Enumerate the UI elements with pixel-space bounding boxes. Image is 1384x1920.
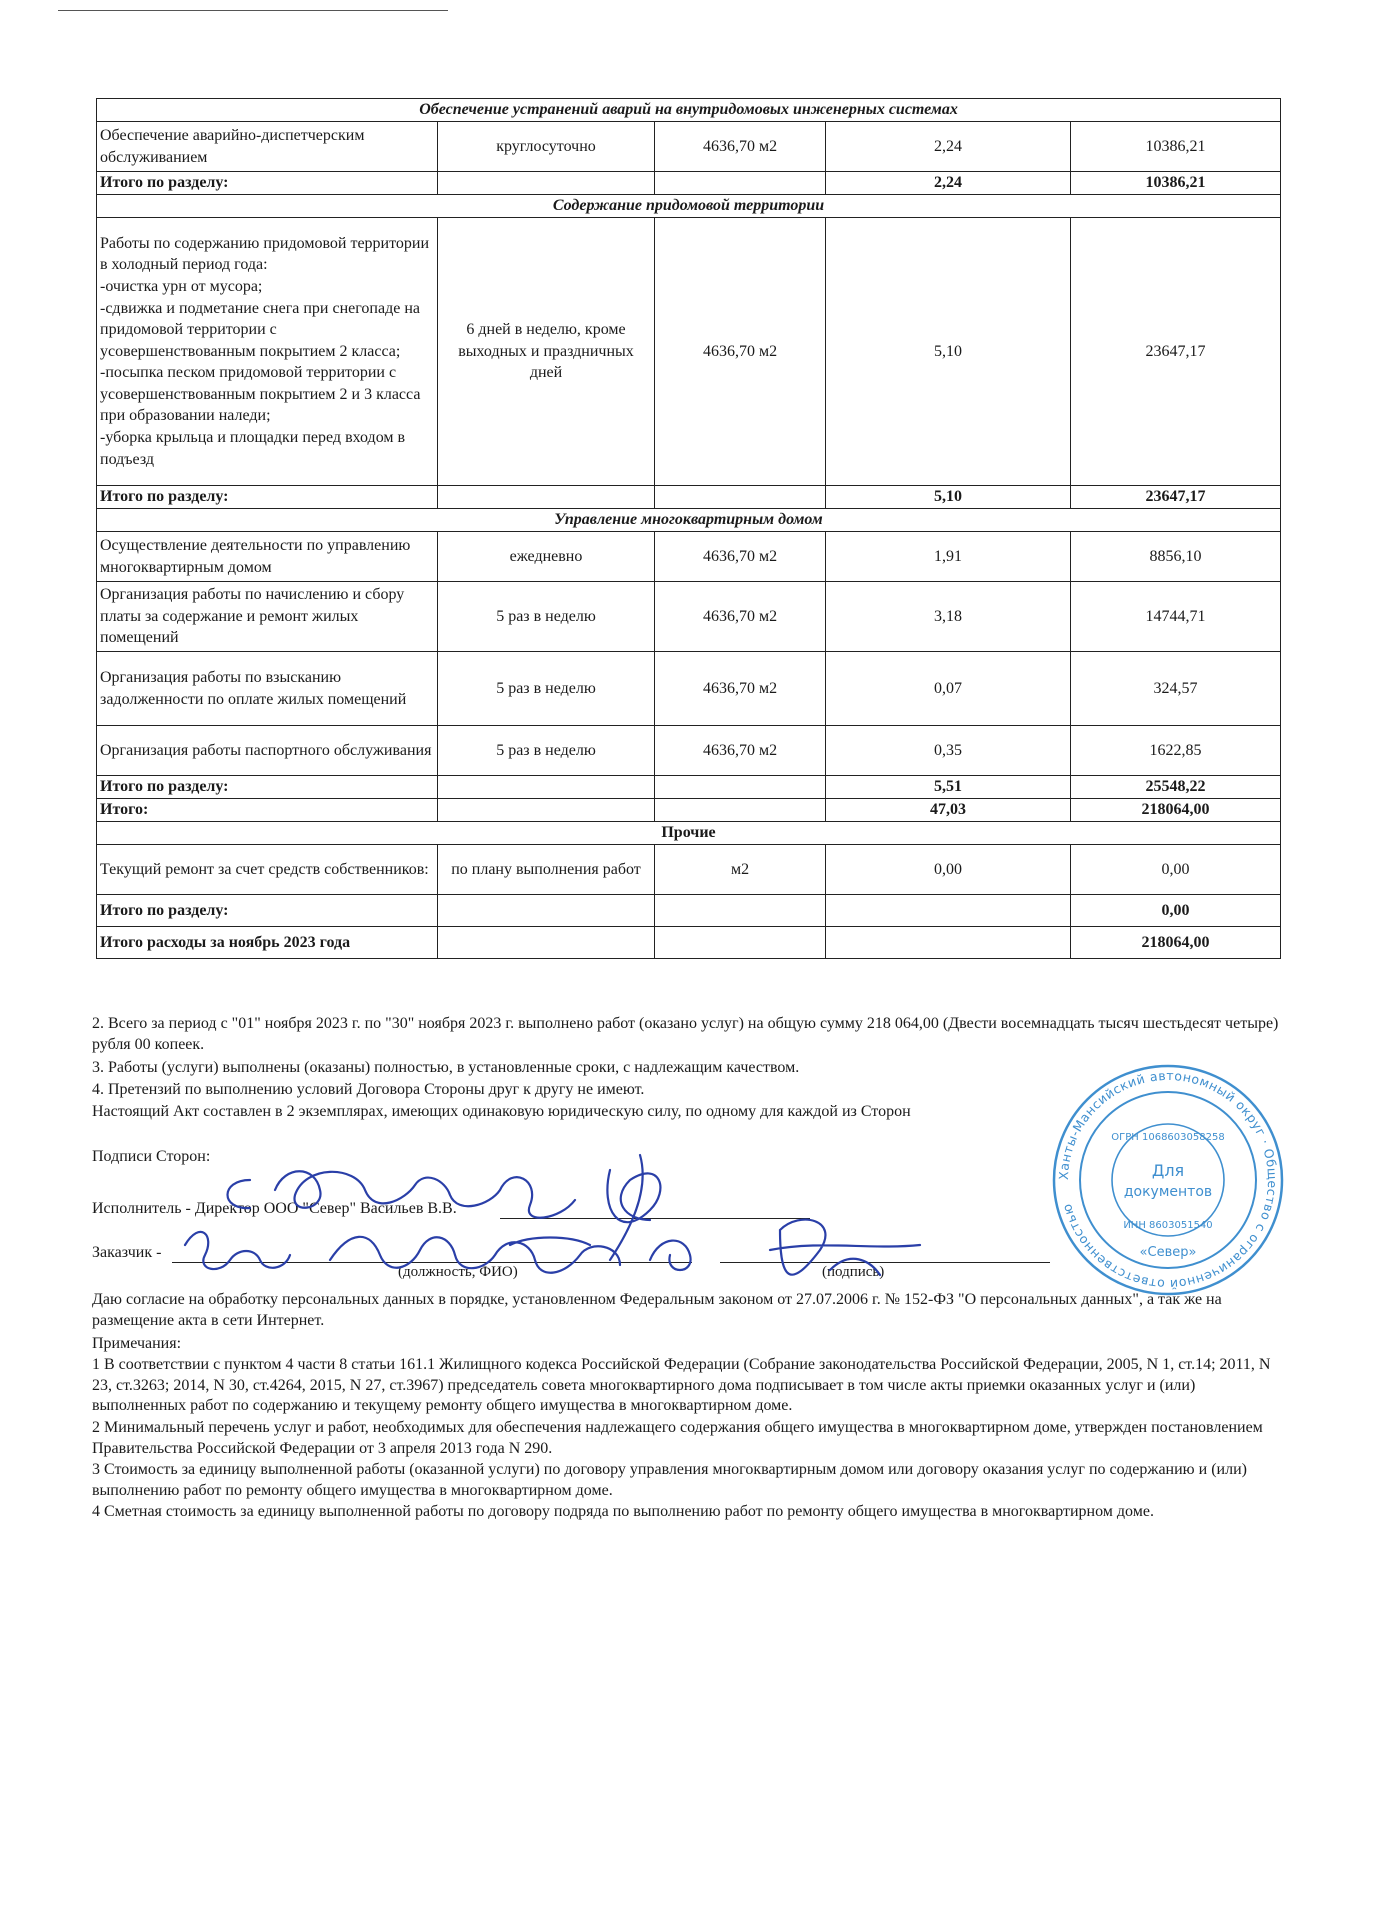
stamp-ring-text: Ханты-Мансийский автономный округ · Общество с ограниченной ответственностью (1055, 1067, 1281, 1293)
caption-signature: (подпись) (822, 1264, 885, 1280)
section-total-row (97, 895, 1281, 927)
table-row (97, 532, 1281, 582)
section-title: Прочие (97, 822, 1281, 845)
section-header-territory (97, 195, 1281, 218)
notes-title: Примечания: (92, 1335, 182, 1352)
total-label: Итого по разделу: (97, 895, 438, 927)
service-frequency: круглосуточно (438, 122, 655, 172)
table-row (97, 726, 1281, 776)
total-sum: 25548,22 (1071, 776, 1281, 799)
paragraph-5: Настоящий Акт составлен в 2 экземплярах, имеющих одинаковую юридическую силу, по одному для каждой из Сторон (92, 1103, 911, 1120)
total-rate: 5,10 (826, 486, 1071, 509)
month-total-label: Итого расходы за ноябрь 2023 года (97, 927, 438, 959)
section-total-row (97, 486, 1281, 509)
service-rate: 1,91 (826, 532, 1071, 582)
table-row (97, 845, 1281, 895)
service-frequency: 5 раз в неделю (438, 726, 655, 776)
stamp-name: «Север» (1139, 1245, 1197, 1260)
stamp-center-bottom: документов (1123, 1184, 1213, 1200)
service-rate: 5,10 (826, 218, 1071, 486)
service-frequency: 6 дней в неделю, кроме выходных и праздничных дней (438, 218, 655, 486)
grand-total-rate: 47,03 (826, 799, 1071, 822)
note-4: 4 Сметная стоимость за единицу выполненной работы по договору подряда по выполнению работ по ремонту общего имущества в многоквартирном доме. (92, 1503, 1154, 1520)
empty-cell (438, 172, 655, 195)
empty-cell (655, 172, 826, 195)
empty-cell (438, 799, 655, 822)
service-sum: 324,57 (1071, 652, 1281, 726)
service-name: Организация работы по взысканию задолженности по оплате жилых помещений (97, 652, 438, 726)
handwritten-signatures (180, 1150, 960, 1310)
section-header-management (97, 509, 1281, 532)
grand-total-sum: 218064,00 (1071, 799, 1281, 822)
service-area: 4636,70 м2 (655, 652, 826, 726)
table-row (97, 122, 1281, 172)
service-rate: 2,24 (826, 122, 1071, 172)
paragraph-4: 4. Претензий по выполнению условий Договора Стороны друг к другу не имеют. (92, 1081, 645, 1098)
caption-position: (должность, ФИО) (398, 1264, 518, 1280)
service-name: Обеспечение аварийно-диспетчерским обслуживанием (97, 122, 438, 172)
service-area: 4636,70 м2 (655, 726, 826, 776)
empty-cell (655, 776, 826, 799)
grand-total-row (97, 799, 1281, 822)
service-frequency: по плану выполнения работ (438, 845, 655, 895)
note-1: 1 В соответствии с пунктом 4 части 8 статьи 161.1 Жилищного кодекса Российской Федерации (Собрание законодательства Российской Федерации, 2005, N 1, ст.14; 2011, N 23, ст.3263; 2014, N 30, ст.4264, 2015, N 27, ст.3967) председатель совета многоквартирного дома подписывает в том числе акты приемки оказанных услуг и (или) выполненных работ по содержанию и текущему ремонту общего имущества в многоквартирном доме. (92, 1356, 1271, 1414)
service-rate: 3,18 (826, 582, 1071, 652)
executor-line: Исполнитель - Директор ООО "Север" Васильев В.В. (92, 1200, 457, 1217)
empty-cell (655, 799, 826, 822)
empty-cell (826, 895, 1071, 927)
empty-cell (826, 927, 1071, 959)
stamp-inn: ИНН 8603051540 (1123, 1220, 1213, 1231)
service-frequency: 5 раз в неделю (438, 652, 655, 726)
service-sum: 1622,85 (1071, 726, 1281, 776)
table-row (97, 582, 1281, 652)
service-area: 4636,70 м2 (655, 532, 826, 582)
total-rate: 5,51 (826, 776, 1071, 799)
service-name: Организация работы по начислению и сбору платы за содержание и ремонт жилых помещений (97, 582, 438, 652)
total-sum: 10386,21 (1071, 172, 1281, 195)
service-frequency: 5 раз в неделю (438, 582, 655, 652)
services-table (96, 98, 1281, 959)
table-row (97, 652, 1281, 726)
service-name: Текущий ремонт за счет средств собственников: (97, 845, 438, 895)
service-sum: 14744,71 (1071, 582, 1281, 652)
customer-line: Заказчик - (92, 1244, 162, 1261)
total-sum: 0,00 (1071, 895, 1281, 927)
company-stamp (1048, 1060, 1288, 1300)
service-rate: 0,35 (826, 726, 1071, 776)
total-label: Итого по разделу: (97, 172, 438, 195)
empty-cell (438, 776, 655, 799)
grand-total-label: Итого: (97, 799, 438, 822)
service-area: 4636,70 м2 (655, 582, 826, 652)
total-sum: 23647,17 (1071, 486, 1281, 509)
total-label: Итого по разделу: (97, 486, 438, 509)
service-sum: 0,00 (1071, 845, 1281, 895)
paragraph-3: 3. Работы (услуги) выполнены (оказаны) полностью, в установленные сроки, с надлежащим качеством. (92, 1059, 800, 1076)
section-header-emergency (97, 99, 1281, 122)
service-frequency: ежедневно (438, 532, 655, 582)
service-area: 4636,70 м2 (655, 218, 826, 486)
empty-cell (655, 486, 826, 509)
service-name: Организация работы паспортного обслуживания (97, 726, 438, 776)
service-sum: 8856,10 (1071, 532, 1281, 582)
service-sum: 10386,21 (1071, 122, 1281, 172)
signatures-title: Подписи Сторон: (92, 1148, 211, 1165)
empty-cell (655, 927, 826, 959)
service-area: 4636,70 м2 (655, 122, 826, 172)
month-total-row (97, 927, 1281, 959)
total-label: Итого по разделу: (97, 776, 438, 799)
total-rate: 2,24 (826, 172, 1071, 195)
consent-text: Даю согласие на обработку персональных данных в порядке, установленном Федеральным законом от 27.07.2006 г. № 152-ФЗ "О персональных данных", а так же на размещение акта в сети Интернет. (92, 1291, 1222, 1329)
service-name: Работы по содержанию придомовой территории в холодный период года: -очистка урн от мусора; -сдвижка и подметание снега при снегопаде на придомовой территории с усовершенствованным покрытием 2 класса; -посыпка песком придомовой территории с усовершенствованным покрытием 2 и 3 класса при образовании наледи; -уборка крыльца и площадки перед входом в подъезд (97, 218, 438, 486)
section-title: Содержание придомовой территории (97, 195, 1281, 218)
paragraph-2: 2. Всего за период с "01" ноября 2023 г. по "30" ноября 2023 г. выполнено работ (оказано услуг) на общую сумму 218 064,00 (Двести восемнадцать тысяч шестьдесят четыре) рубля 00 копеек. (92, 1015, 1279, 1053)
section-header-other (97, 822, 1281, 845)
empty-cell (438, 895, 655, 927)
service-sum: 23647,17 (1071, 218, 1281, 486)
service-rate: 0,07 (826, 652, 1071, 726)
service-rate: 0,00 (826, 845, 1071, 895)
note-3: 3 Стоимость за единицу выполненной работы (оказанной услуги) по договору управления многоквартирным домом или договору оказания услуг по содержанию и (или) выполнению работ по ремонту общего имущества в многоквартирном доме. (92, 1461, 1247, 1499)
table-row (97, 218, 1281, 486)
empty-cell (655, 895, 826, 927)
section-title: Управление многоквартирным домом (97, 509, 1281, 532)
month-total-sum: 218064,00 (1071, 927, 1281, 959)
section-total-row (97, 776, 1281, 799)
section-total-row (97, 172, 1281, 195)
stamp-center-top: Для (1151, 1161, 1185, 1180)
service-area: м2 (655, 845, 826, 895)
stamp-ogrn: ОГРН 1068603058258 (1111, 1132, 1225, 1143)
section-title: Обеспечение устранений аварий на внутридомовых инженерных системах (97, 99, 1281, 122)
service-name: Осуществление деятельности по управлению многоквартирным домом (97, 532, 438, 582)
scan-top-line (58, 10, 448, 11)
empty-cell (438, 927, 655, 959)
empty-cell (438, 486, 655, 509)
note-2: 2 Минимальный перечень услуг и работ, необходимых для обеспечения надлежащего содержания общего имущества в многоквартирном доме, утвержден постановлением Правительства Российской Федерации от 3 апреля 2013 года N 290. (92, 1419, 1263, 1457)
